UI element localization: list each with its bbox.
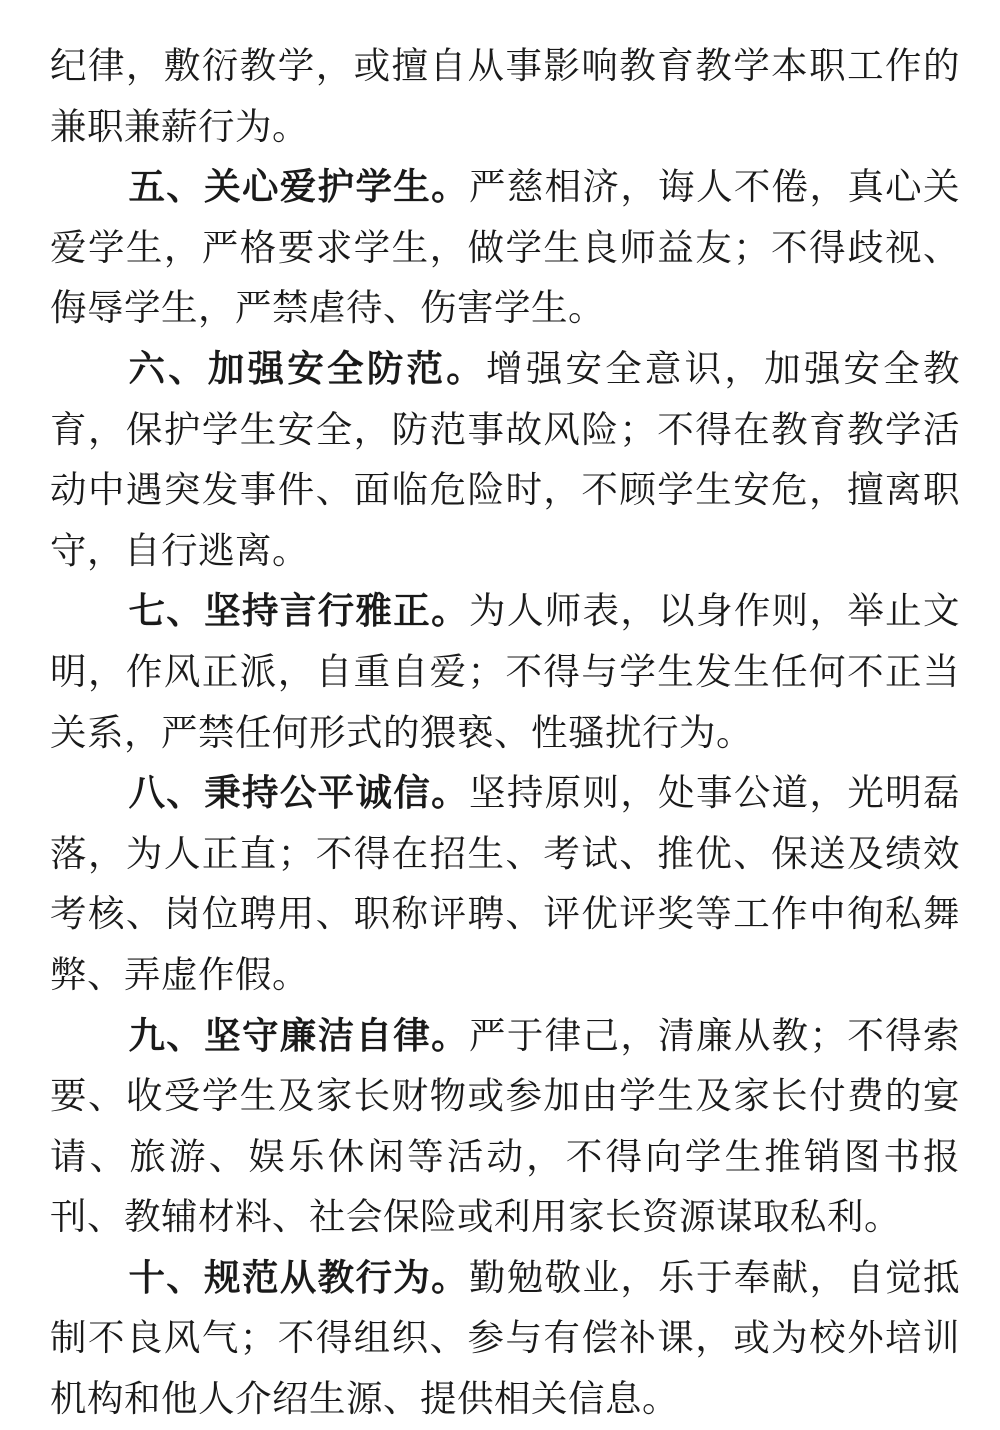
article-heading: 九、坚守廉洁自律。 bbox=[128, 1013, 469, 1057]
article-body: 增强安全意识，加强安全教育，保护学生安全，防范事故风险；不得在教育教学活动中遇突发事件、面临危险时，不顾学生安危，擅离职守，自行逃离。 bbox=[50, 346, 961, 572]
paragraph-article-10 bbox=[50, 1248, 960, 1430]
paragraph-article-6 bbox=[50, 339, 960, 581]
article-heading: 十、规范从教行为。 bbox=[128, 1255, 469, 1299]
paragraph-continuation bbox=[50, 36, 960, 157]
article-body: 坚持原则，处事公道，光明磊落，为人正直；不得在招生、考试、推优、保送及绩效考核、岗位聘用、职称评聘、评优评奖等工作中徇私舞弊、弄虚作假。 bbox=[50, 771, 961, 996]
paragraph-article-7 bbox=[50, 581, 960, 763]
paragraph-article-5 bbox=[50, 157, 960, 339]
article-heading: 六、加强安全防范。 bbox=[128, 346, 487, 390]
article-heading: 七、坚持言行雅正。 bbox=[128, 589, 469, 633]
article-body: 严慈相济，诲人不倦，真心关爱学生，严格要求学生，做学生良师益友；不得歧视、侮辱学生，严禁虐待、伤害学生。 bbox=[50, 165, 961, 330]
paragraph-body: 纪律，敷衍教学，或擅自从事影响教育教学本职工作的兼职兼薪行为。 bbox=[50, 44, 960, 148]
article-body: 严于律己，清廉从教；不得索要、收受学生及家长财物或参加由学生及家长付费的宴请、旅游、娱乐休闲等活动，不得向学生推销图书报刊、教辅材料、社会保险或利用家长资源谋取私利。 bbox=[50, 1013, 961, 1239]
article-heading: 五、关心爱护学生。 bbox=[128, 165, 469, 209]
article-body: 勤勉敬业，乐于奉献，自觉抵制不良风气；不得组织、参与有偿补课，或为校外培训机构和他人介绍生源、提供相关信息。 bbox=[50, 1255, 961, 1421]
paragraph-article-8 bbox=[50, 763, 960, 1005]
paragraph-article-9 bbox=[50, 1006, 960, 1248]
article-heading: 八、秉持公平诚信。 bbox=[128, 771, 469, 815]
article-body: 为人师表，以身作则，举止文明，作风正派，自重自爱；不得与学生发生任何不正当关系，严禁任何形式的猥亵、性骚扰行为。 bbox=[50, 589, 961, 754]
document-page bbox=[50, 36, 960, 1430]
